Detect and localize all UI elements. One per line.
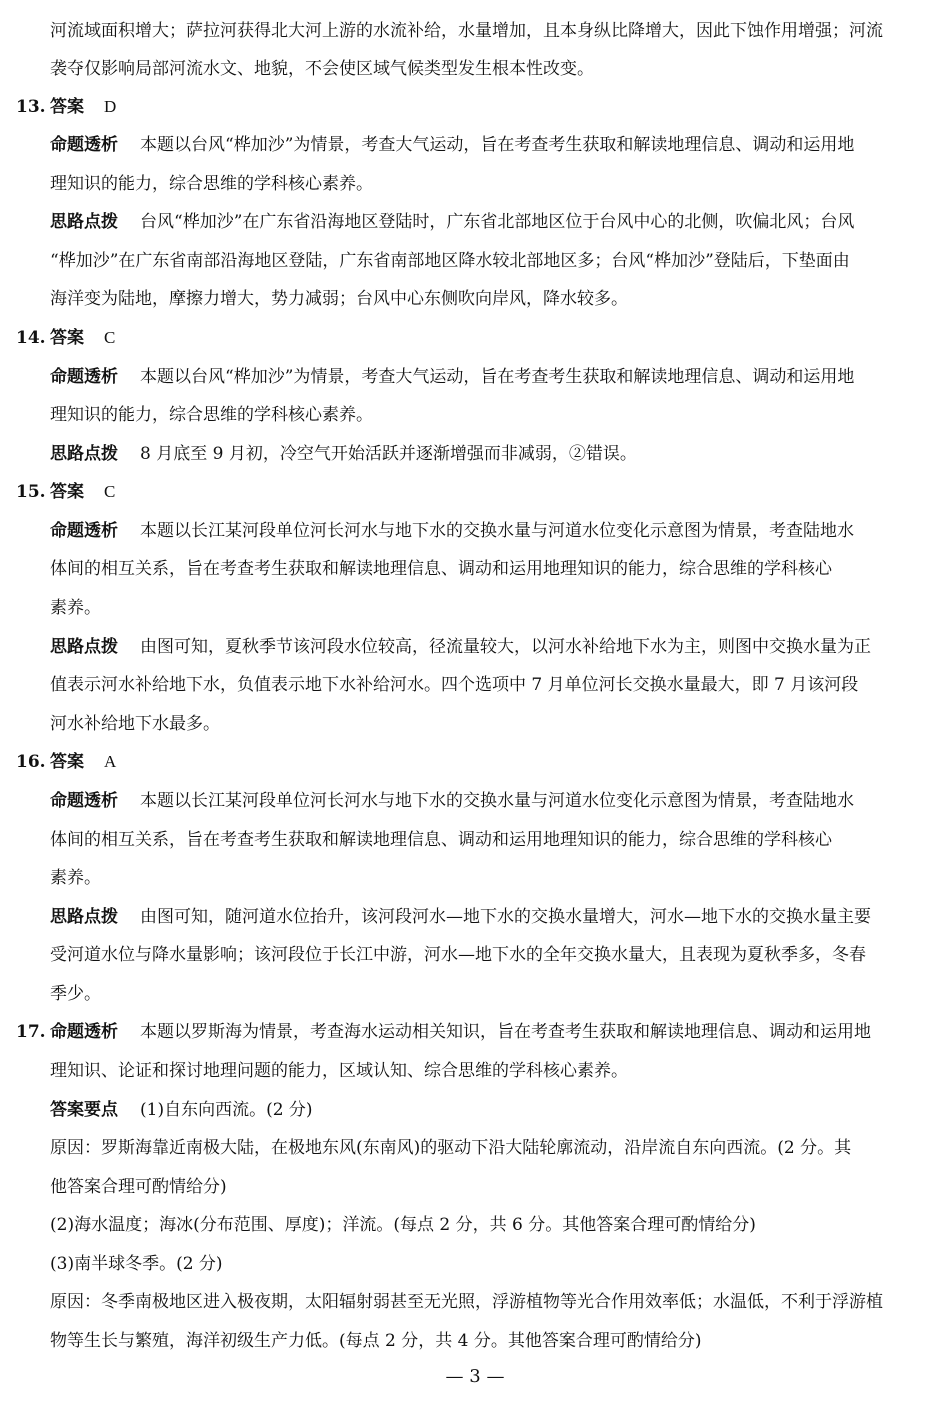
- hint-label: 思路点拨: [50, 637, 118, 657]
- key-points-label: 答案要点: [50, 1100, 118, 1120]
- answer-label: 答案: [50, 482, 84, 502]
- question-16-answer: [50, 751, 116, 773]
- analysis-label: 命题透析: [50, 135, 118, 155]
- q17-key-line-5: (3)南半球冬季。(2 分): [50, 1254, 223, 1274]
- q15-hint-line-3: 河水补给地下水最多。: [50, 714, 220, 734]
- hint-label: 思路点拨: [50, 907, 118, 927]
- q16-analysis-line-2: 体间的相互关系，旨在考查考生获取和解读地理信息、调动和运用地理知识的能力，综合思维的学科核心: [50, 830, 832, 850]
- q16-hint-line-3: 季少。: [50, 984, 101, 1004]
- q17-key-line-7: 物等生长与繁殖，海洋初级生产力低。(每点 2 分，共 4 分。其他答案合理可酌情给分): [50, 1331, 702, 1351]
- q13-hint-line-2: “桦加沙”在广东省南部沿海地区登陆，广东省南部地区降水较北部地区多；台风“桦加沙”登陆后，下垫面由: [50, 251, 850, 271]
- q17-key-line-6: 原因：冬季南极地区进入极夜期，太阳辐射弱甚至无光照，浮游植物等光合作用效率低；水温低，不利于浮游植: [50, 1292, 883, 1312]
- question-13-answer: [50, 96, 116, 118]
- page-number: — 3 —: [445, 1366, 505, 1387]
- answer-value: C: [104, 482, 116, 501]
- q15-analysis-line-2: 体间的相互关系，旨在考查考生获取和解读地理信息、调动和运用地理知识的能力，综合思维的学科核心: [50, 559, 832, 579]
- q13-hint-line-1: 思路点拨 台风“桦加沙”在广东省沿海地区登陆时，广东省北部地区位于台风中心的北侧，吹偏北风；台风: [50, 212, 855, 232]
- question-15-number: 15.: [16, 482, 46, 502]
- q17-key-line-1: 答案要点 (1)自东向西流。(2 分): [50, 1100, 313, 1120]
- answer-value: C: [104, 328, 116, 347]
- answer-label: 答案: [50, 752, 84, 772]
- intro-line-2: 袭夺仅影响局部河流水文、地貌，不会使区域气候类型发生根本性改变。: [50, 59, 594, 79]
- question-14-answer: [50, 327, 115, 349]
- question-14-number: 14.: [16, 328, 46, 348]
- question-13-number: 13.: [16, 97, 46, 117]
- q13-analysis-line-1: 命题透析 本题以台风“桦加沙”为情景，考查大气运动，旨在考查考生获取和解读地理信息、调动和运用地: [50, 135, 855, 155]
- answer-label: 答案: [50, 97, 84, 117]
- q13-hint-line-3: 海洋变为陆地，摩擦力增大，势力减弱；台风中心东侧吹向岸风，降水较多。: [50, 289, 628, 309]
- analysis-label: 命题透析: [50, 1022, 118, 1042]
- hint-label: 思路点拨: [50, 212, 118, 232]
- q14-analysis-line-2: 理知识的能力，综合思维的学科核心素养。: [50, 405, 373, 425]
- q15-hint-line-1: 思路点拨 由图可知，夏秋季节该河段水位较高，径流量较大，以河水补给地下水为主，则图中交换水量为正: [50, 637, 871, 657]
- q17-analysis-line-1: 命题透析 本题以罗斯海为情景，考查海水运动相关知识，旨在考查考生获取和解读地理信息、调动和运用地: [50, 1022, 871, 1042]
- q16-analysis-line-3: 素养。: [50, 868, 101, 888]
- analysis-label: 命题透析: [50, 367, 118, 387]
- q15-hint-line-2: 值表示河水补给地下水，负值表示地下水补给河水。四个选项中 7 月单位河长交换水量最大，即 7 月该河段: [50, 675, 859, 695]
- q17-analysis-line-2: 理知识、论证和探讨地理问题的能力，区域认知、综合思维的学科核心素养。: [50, 1061, 628, 1081]
- question-17-number: 17.: [16, 1022, 46, 1042]
- answer-value: A: [104, 752, 117, 771]
- q16-hint-line-1: 思路点拨 由图可知，随河道水位抬升，该河段河水—地下水的交换水量增大，河水—地下水的交换水量主要: [50, 907, 871, 927]
- question-16-number: 16.: [16, 752, 46, 772]
- q17-key-line-4: (2)海水温度；海冰(分布范围、厚度)；洋流。(每点 2 分，共 6 分。其他答案合理可酌情给分): [50, 1215, 756, 1235]
- q16-hint-line-2: 受河道水位与降水量影响；该河段位于长江中游，河水—地下水的全年交换水量大，且表现为夏秋季多，冬春: [50, 945, 866, 965]
- q15-analysis-line-3: 素养。: [50, 598, 101, 618]
- analysis-label: 命题透析: [50, 791, 118, 811]
- analysis-label: 命题透析: [50, 521, 118, 541]
- question-15-answer: [50, 481, 115, 503]
- q17-key-line-3: 他答案合理可酌情给分): [50, 1177, 227, 1197]
- q15-analysis-line-1: 命题透析 本题以长江某河段单位河长河水与地下水的交换水量与河道水位变化示意图为情景，考查陆地水: [50, 521, 854, 541]
- q13-analysis-line-2: 理知识的能力，综合思维的学科核心素养。: [50, 174, 373, 194]
- q14-hint-line-1: 思路点拨 8 月底至 9 月初，冷空气开始活跃并逐渐增强而非减弱，②错误。: [50, 444, 637, 464]
- q14-analysis-line-1: 命题透析 本题以台风“桦加沙”为情景，考查大气运动，旨在考查考生获取和解读地理信息、调动和运用地: [50, 367, 855, 387]
- q16-analysis-line-1: 命题透析 本题以长江某河段单位河长河水与地下水的交换水量与河道水位变化示意图为情景，考查陆地水: [50, 791, 854, 811]
- answer-value: D: [104, 97, 117, 116]
- hint-label: 思路点拨: [50, 444, 118, 464]
- q17-key-line-2: 原因：罗斯海靠近南极大陆，在极地东风(东南风)的驱动下沿大陆轮廓流动，沿岸流自东向西流。(2 分。其: [50, 1138, 852, 1158]
- intro-line-1: 河流域面积增大；萨拉河获得北大河上游的水流补给，水量增加，且本身纵比降增大，因此下蚀作用增强；河流: [50, 21, 883, 41]
- answer-label: 答案: [50, 328, 84, 348]
